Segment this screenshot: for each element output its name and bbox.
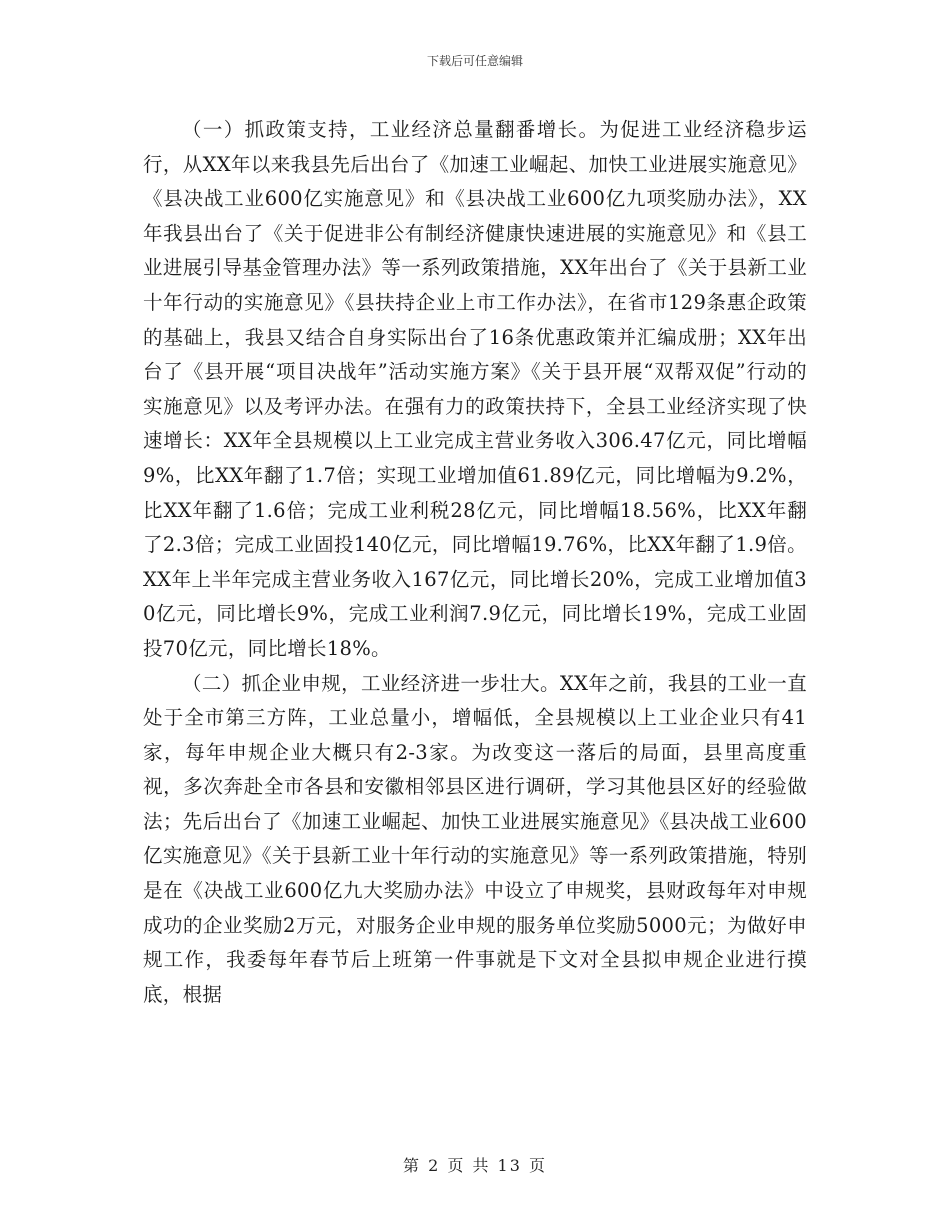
page-footer: 第 2 页 共 13 页 bbox=[403, 1156, 547, 1175]
paragraph-enterprise-registration: （二）抓企业申规，工业经济进一步壮大。XX年之前，我县的工业一直处于全市第三方阵，工业总量小，增幅低，全县规模以上工业企业只有41家，每年申规企业大概只有2-3家。为改变这一落后的局面，县里高度重视，多次奔赴全市各县和安徽相邻县区进行调研，学习其他县区好的经验做法；先后出台了《加速工业崛起、加快工业进展实施意见》《县决战工业600亿实施意见》《关于县新工业十年行动的实施意见》等一系列政策措施，特别是在《决战工业600亿九大奖励办法》中设立了申规奖，县财政每年对申规成功的企业奖励2万元，对服务企业申规的服务单位奖励5000元；为做好申规工作，我委每年春节后上班第一件事就是下文对全县拟申规企业进行摸底，根据 bbox=[143, 671, 807, 1006]
page-header: 下载后可任意编辑 bbox=[426, 54, 523, 68]
document-body bbox=[143, 113, 807, 1012]
paragraph-policy-support: （一）抓政策支持，工业经济总量翻番增长。为促进工业经济稳步运行，从XX年以来我县先后出台了《加速工业崛起、加快工业进展实施意见》《县决战工业600亿实施意见》和《县决战工业600亿九项奖励办法》，XX年我县出台了《关于促进非公有制经济健康快速进展的实施意见》和《县工业进展引导基金管理办法》等一系列政策措施，XX年出台了《关于县新工业十年行动的实施意见》《县扶持企业上市工作办法》，在省市129条惠企政策的基础上，我县又结合自身实际出台了16条优惠政策并汇编成册；XX年出台了《县开展“项目决战年”活动实施方案》《关于县开展“双帮双促”行动的实施意见》以及考评办法。在强有力的政策扶持下，全县工业经济实现了快速增长：XX年全县规模以上工业完成主营业务收入306.47亿元，同比增幅9%，比XX年翻了1.7倍；实现工业增加值61.89亿元，同比增幅为9.2%，比XX年翻了1.6倍；完成工业利税28亿元，同比增幅18.56%，比XX年翻了2.3倍；完成工业固投140亿元，同比增幅19.76%，比XX年翻了1.9倍。XX年上半年完成主营业务收入167亿元，同比增长20%，完成工业增加值30亿元，同比增长9%，完成工业利润7.9亿元，同比增长19%，完成工业固投70亿元，同比增长18%。 bbox=[143, 118, 807, 660]
